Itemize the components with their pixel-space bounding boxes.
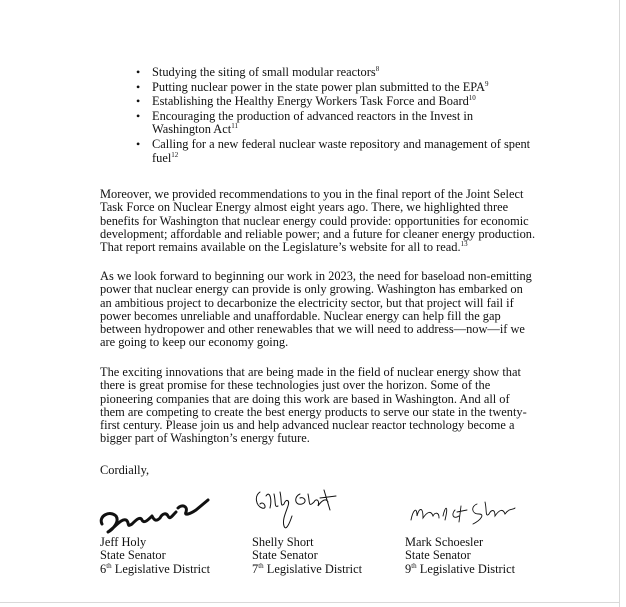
district-label: Legislative District xyxy=(263,561,363,576)
closing: Cordially, xyxy=(100,463,150,477)
paragraph-recommendations xyxy=(100,188,536,254)
footnote-ref: 12 xyxy=(171,150,179,159)
bullet-list xyxy=(100,66,536,165)
ordinal-suffix: th xyxy=(258,561,264,570)
footnote-ref: 10 xyxy=(468,94,476,103)
bullet-text: Putting nuclear power in the state power plan submitted to the EPA xyxy=(152,79,485,94)
list-item xyxy=(100,66,536,80)
signer-district xyxy=(100,563,210,576)
signer-title: State Senator xyxy=(100,548,166,563)
page-edge-bottom xyxy=(0,602,620,603)
paragraph-innovations: The exciting innovations that are being made in the field of nuclear energy show that there is great promise for these technologies just over the horizon. Some of the pioneering companies that are doing this work are based in Washington. And all of them are competing to create the best energy products to serve our state in the twenty-first century. Please join us and help advanced nuclear reactor technology become a bigger part of Washington’s energy future. xyxy=(100,365,527,446)
signer-name: Jeff Holy xyxy=(100,535,147,549)
paragraph-baseload: As we look forward to beginning our work in 2023, the need for baseload non-emitting power that nuclear energy can provide is only growing. Washington has embarked on an ambitious project to decarbonize the electricity sector, but that project will fail if power becomes unreliable and unaffordable. Nuclear energy can help fill the gap between hydropower and other renewables that we will need to address—now—if we are going to keep our economy going. xyxy=(100,269,532,350)
list-item xyxy=(100,81,536,95)
ordinal-suffix: th xyxy=(411,561,417,570)
bullet-text: Studying the siting of small modular reactors xyxy=(152,65,376,79)
bullet-icon: • xyxy=(136,79,141,94)
signer-district xyxy=(405,563,515,576)
signature-jeff-holy xyxy=(96,486,216,536)
signer-block xyxy=(252,536,362,576)
bullet-text: Establishing the Healthy Energy Workers Task Force and Board xyxy=(152,94,469,109)
signer-name: Shelly Short xyxy=(252,535,314,549)
signer-title: State Senator xyxy=(405,548,471,563)
bullet-icon: • xyxy=(136,65,141,79)
bullet-section xyxy=(100,66,536,166)
list-item xyxy=(100,138,536,165)
signer-block xyxy=(100,536,210,576)
paragraph-text: Moreover, we provided recommendations to you in the final report of the Joint Select Task Force on Nuclear Energy almost eight years ago. There, we highlighted three benefits for Washington that nuclear energy could provide: opportunities for economic development; affordable and reliable power; and a future for cleaner energy production. That report remains available on the Legislature’s website for all to read. xyxy=(100,187,536,255)
bullet-text: Calling for a new federal nuclear waste repository and management of spent fuel xyxy=(152,136,531,165)
bullet-icon: • xyxy=(136,136,141,151)
footnote-ref: 8 xyxy=(375,65,380,73)
signer-name: Mark Schoesler xyxy=(405,535,484,549)
district-number: 7 xyxy=(252,561,259,576)
signer-title: State Senator xyxy=(252,548,318,563)
footnote-ref: 11 xyxy=(231,122,238,131)
bullet-text: Encouraging the production of advanced reactors in the Invest in Washington Act xyxy=(152,108,474,137)
footnote-ref: 13 xyxy=(460,240,468,249)
district-number: 9 xyxy=(405,561,412,576)
signer-block xyxy=(405,536,515,576)
bullet-icon: • xyxy=(136,108,141,123)
signer-district xyxy=(252,563,362,576)
signature-shelly-short xyxy=(250,486,350,536)
district-label: Legislative District xyxy=(416,561,516,576)
district-number: 6 xyxy=(100,561,107,576)
district-label: Legislative District xyxy=(111,561,211,576)
bullet-icon: • xyxy=(136,94,141,109)
page-edge-right xyxy=(619,0,620,607)
list-item xyxy=(100,110,536,137)
footnote-ref: 9 xyxy=(485,79,489,88)
ordinal-suffix: th xyxy=(106,561,112,570)
signature-mark-schoesler xyxy=(405,496,525,536)
list-item xyxy=(100,95,536,109)
